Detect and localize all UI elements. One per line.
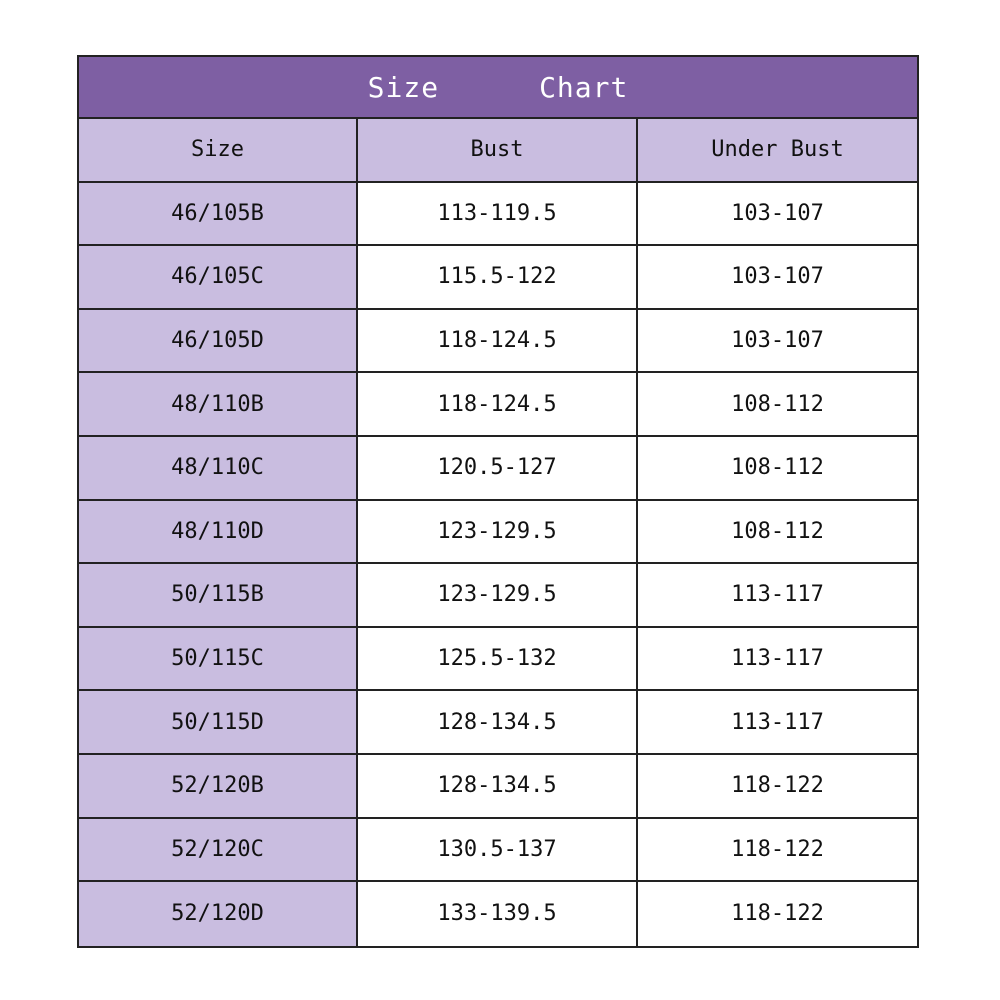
size-cell: 48/110C (79, 437, 358, 501)
bust-cell: 125.5-132 (358, 628, 638, 692)
bust-cell: 133-139.5 (358, 882, 638, 946)
size-cell: 46/105B (79, 183, 358, 247)
under-bust-cell: 103-107 (638, 183, 917, 247)
bust-cell: 118-124.5 (358, 310, 638, 374)
size-cell: 48/110D (79, 501, 358, 565)
size-cell: 46/105D (79, 310, 358, 374)
under-bust-cell: 108-112 (638, 373, 917, 437)
under-bust-cell: 103-107 (638, 246, 917, 310)
under-bust-cell: 118-122 (638, 755, 917, 819)
under-bust-cell: 108-112 (638, 437, 917, 501)
size-cell: 48/110B (79, 373, 358, 437)
header-bust: Bust (358, 119, 638, 183)
chart-title-word-1: Size (367, 70, 440, 104)
under-bust-cell: 113-117 (638, 564, 917, 628)
bust-cell: 123-129.5 (358, 564, 638, 628)
bust-cell: 128-134.5 (358, 755, 638, 819)
bust-cell: 115.5-122 (358, 246, 638, 310)
under-bust-cell: 103-107 (638, 310, 917, 374)
chart-title (79, 57, 917, 119)
bust-cell: 118-124.5 (358, 373, 638, 437)
under-bust-cell: 118-122 (638, 882, 917, 946)
size-grid (79, 119, 917, 946)
chart-title-word-2: Chart (539, 70, 629, 104)
bust-cell: 128-134.5 (358, 691, 638, 755)
bust-cell: 130.5-137 (358, 819, 638, 883)
size-cell: 50/115C (79, 628, 358, 692)
size-cell: 52/120D (79, 882, 358, 946)
size-cell: 52/120B (79, 755, 358, 819)
header-size: Size (79, 119, 358, 183)
bust-cell: 113-119.5 (358, 183, 638, 247)
header-under-bust: Under Bust (638, 119, 917, 183)
size-cell: 52/120C (79, 819, 358, 883)
size-chart-table (77, 55, 919, 948)
size-cell: 50/115D (79, 691, 358, 755)
under-bust-cell: 118-122 (638, 819, 917, 883)
under-bust-cell: 113-117 (638, 628, 917, 692)
size-cell: 50/115B (79, 564, 358, 628)
under-bust-cell: 108-112 (638, 501, 917, 565)
size-cell: 46/105C (79, 246, 358, 310)
bust-cell: 120.5-127 (358, 437, 638, 501)
under-bust-cell: 113-117 (638, 691, 917, 755)
bust-cell: 123-129.5 (358, 501, 638, 565)
